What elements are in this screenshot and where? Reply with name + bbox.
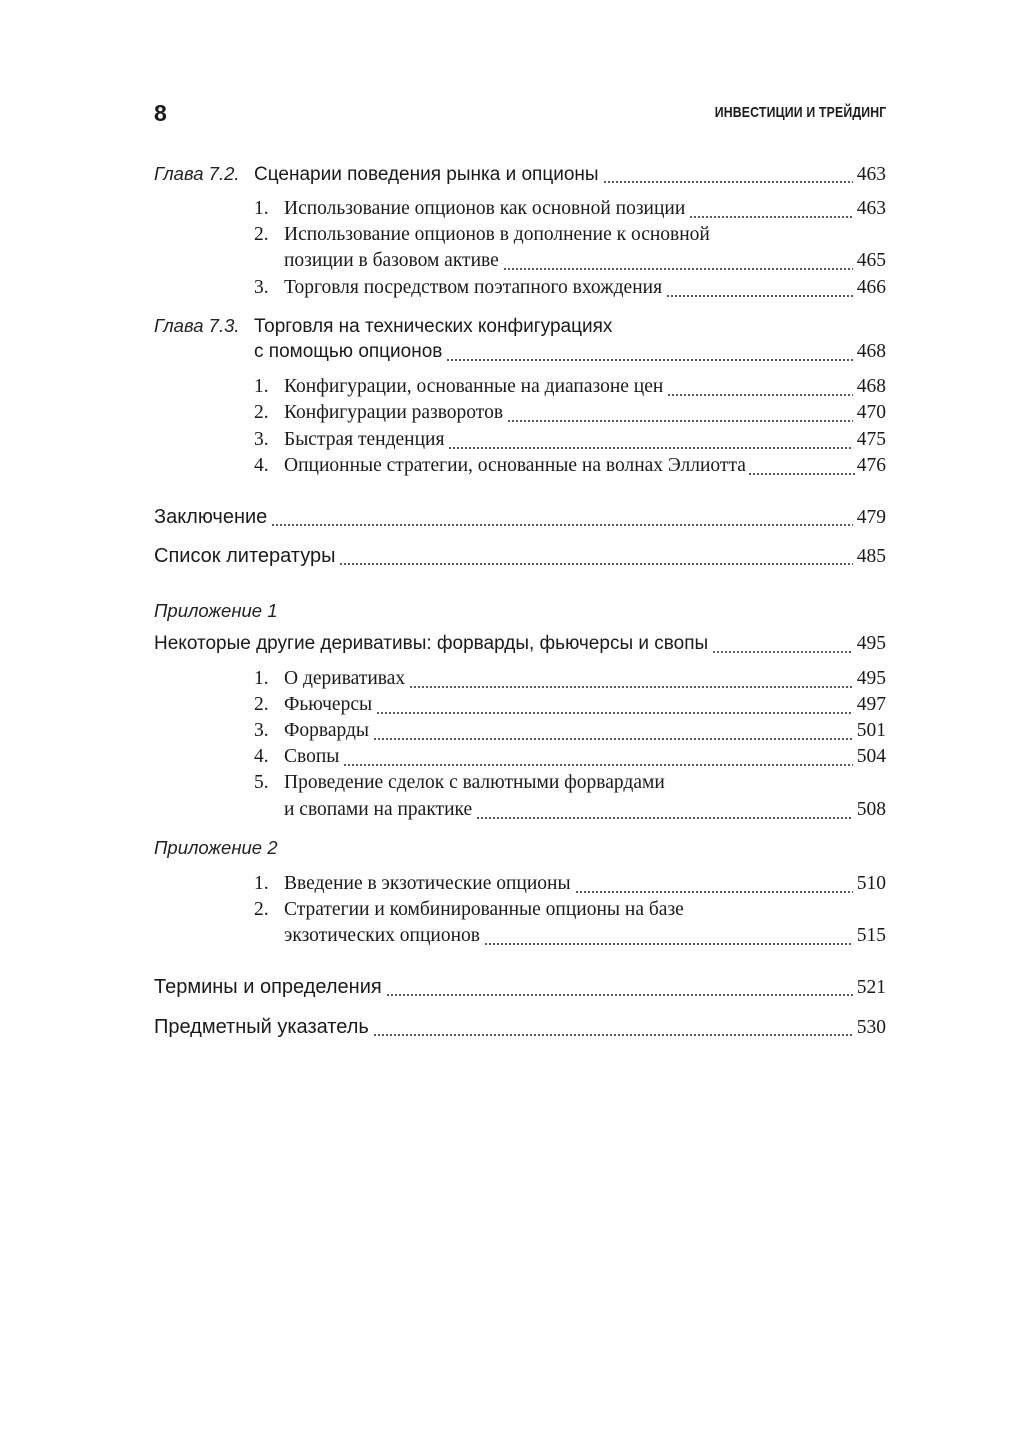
dot-leader bbox=[503, 248, 853, 274]
toc-item[interactable] bbox=[254, 427, 886, 453]
dot-leader bbox=[507, 400, 853, 426]
dot-leader bbox=[376, 692, 853, 718]
chapter-label: Глава 7.2. bbox=[154, 163, 240, 184]
item-title: Быстрая тенденция bbox=[284, 429, 445, 450]
toc-entry-appendix-1[interactable] bbox=[154, 631, 886, 657]
page-ref: 463 bbox=[856, 164, 886, 185]
item-title: Использование опционов как основной позиции bbox=[284, 198, 686, 219]
item-title: Введение в экзотические опционы bbox=[284, 873, 571, 894]
dot-leader bbox=[386, 974, 853, 1000]
dot-leader bbox=[339, 543, 852, 569]
dot-leader bbox=[712, 631, 853, 657]
entry-title: Предметный указатель bbox=[154, 1016, 369, 1038]
toc-item[interactable] bbox=[254, 453, 886, 479]
chapter-title: Сценарии поведения рынка и опционы bbox=[254, 164, 599, 185]
page-ref: 466 bbox=[856, 277, 886, 298]
toc-entry-glossary[interactable] bbox=[154, 974, 886, 1000]
page-ref: 485 bbox=[856, 546, 886, 567]
page-ref: 521 bbox=[856, 977, 886, 998]
dot-leader bbox=[446, 339, 852, 365]
page-ref: 530 bbox=[856, 1017, 886, 1038]
item-number: 1. bbox=[254, 376, 269, 397]
page-ref: 463 bbox=[856, 198, 886, 219]
page-ref: 497 bbox=[856, 694, 886, 715]
dot-leader bbox=[603, 161, 853, 187]
page-ref: 468 bbox=[856, 341, 886, 362]
item-number: 1. bbox=[254, 668, 269, 689]
book-title: ИНВЕСТИЦИИ И ТРЕЙДИНГ bbox=[714, 104, 886, 121]
page-ref: 470 bbox=[856, 402, 886, 423]
page-ref: 495 bbox=[856, 668, 886, 689]
item-title: Свопы bbox=[284, 746, 340, 767]
appendix-label: Приложение 1 bbox=[154, 600, 278, 621]
dot-leader bbox=[666, 275, 853, 301]
toc-item[interactable] bbox=[254, 871, 886, 897]
toc-item[interactable] bbox=[254, 718, 886, 744]
toc-item[interactable] bbox=[254, 400, 886, 426]
page-ref: 510 bbox=[856, 873, 886, 894]
toc-item-continuation[interactable] bbox=[284, 923, 886, 949]
toc-item[interactable] bbox=[254, 692, 886, 718]
dot-leader bbox=[373, 718, 853, 744]
item-number: 3. bbox=[254, 429, 269, 450]
toc-item[interactable] bbox=[254, 275, 886, 301]
item-number: 4. bbox=[254, 455, 269, 476]
toc-item[interactable] bbox=[254, 666, 886, 692]
item-title: Конфигурации разворотов bbox=[284, 402, 504, 423]
toc-item-continuation[interactable] bbox=[284, 248, 886, 274]
dot-leader bbox=[484, 923, 853, 949]
item-title: экзотических опционов bbox=[284, 925, 480, 946]
item-title: Опционные стратегии, основанные на волнах Эллиотта bbox=[284, 455, 746, 476]
chapter-title: Торговля на технических конфигурациях bbox=[254, 316, 613, 337]
toc-item-continuation[interactable] bbox=[284, 797, 886, 823]
item-number: 4. bbox=[254, 746, 269, 767]
dot-leader bbox=[271, 504, 852, 530]
dot-leader bbox=[448, 427, 852, 453]
item-title: Стратегии и комбинированные опционы на базе bbox=[284, 899, 684, 920]
running-head bbox=[154, 100, 886, 130]
page-ref: 479 bbox=[856, 507, 886, 528]
toc-item[interactable] bbox=[254, 374, 886, 400]
item-title: О деривативах bbox=[284, 668, 406, 689]
page-number: 8 bbox=[154, 100, 167, 126]
item-title: Конфигурации, основанные на диапазоне цен bbox=[284, 376, 664, 397]
chapter-label: Глава 7.3. bbox=[154, 315, 240, 336]
toc-entry-index[interactable] bbox=[154, 1014, 886, 1040]
page-ref: 475 bbox=[856, 429, 886, 450]
appendix-label: Приложение 2 bbox=[154, 837, 278, 858]
page-ref: 495 bbox=[856, 633, 886, 654]
chapter-title: с помощью опционов bbox=[254, 341, 443, 362]
dot-leader bbox=[476, 797, 853, 823]
toc-item[interactable] bbox=[254, 744, 886, 770]
item-number: 2. bbox=[254, 224, 269, 245]
page-ref: 515 bbox=[856, 925, 886, 946]
item-number: 2. bbox=[254, 402, 269, 423]
item-title: Торговля посредством поэтапного вхождения bbox=[284, 277, 663, 298]
toc-entry-bibliography[interactable] bbox=[154, 543, 886, 569]
dot-leader bbox=[575, 871, 853, 897]
entry-title: Список литературы bbox=[154, 545, 336, 567]
toc-item[interactable] bbox=[254, 196, 886, 222]
toc-entry-ch73[interactable] bbox=[154, 313, 886, 339]
page-ref: 508 bbox=[856, 799, 886, 820]
page-ref: 504 bbox=[856, 746, 886, 767]
item-title: Фьючерсы bbox=[284, 694, 373, 715]
toc-item[interactable] bbox=[254, 222, 886, 248]
page-ref: 465 bbox=[856, 250, 886, 271]
dot-leader bbox=[409, 666, 853, 692]
item-number: 3. bbox=[254, 277, 269, 298]
toc-entry-continuation[interactable] bbox=[254, 339, 886, 365]
entry-title: Термины и определения bbox=[154, 976, 382, 998]
item-number: 5. bbox=[254, 772, 269, 793]
page-ref: 468 bbox=[856, 376, 886, 397]
item-number: 1. bbox=[254, 873, 269, 894]
dot-leader bbox=[748, 453, 855, 479]
dot-leader bbox=[373, 1014, 853, 1040]
item-title: Использование опционов в дополнение к основной bbox=[284, 224, 710, 245]
item-number: 3. bbox=[254, 720, 269, 741]
entry-title: Заключение bbox=[154, 506, 268, 528]
toc-entry-conclusion[interactable] bbox=[154, 504, 886, 530]
toc-entry-ch72[interactable] bbox=[154, 161, 886, 187]
item-number: 1. bbox=[254, 198, 269, 219]
page-ref: 476 bbox=[856, 455, 886, 476]
item-title: Форварды bbox=[284, 720, 370, 741]
item-title: и свопами на практике bbox=[284, 799, 473, 820]
appendix-title: Некоторые другие деривативы: форварды, фьючерсы и свопы bbox=[154, 633, 709, 654]
dot-leader bbox=[667, 374, 852, 400]
toc-item[interactable] bbox=[254, 770, 886, 796]
item-title: позиции в базовом активе bbox=[284, 250, 499, 271]
dot-leader bbox=[343, 744, 852, 770]
item-number: 2. bbox=[254, 899, 269, 920]
item-number: 2. bbox=[254, 694, 269, 715]
page-ref: 501 bbox=[856, 720, 886, 741]
dot-leader bbox=[689, 196, 852, 222]
item-title: Проведение сделок с валютными форвардами bbox=[284, 772, 665, 793]
toc-item[interactable] bbox=[254, 897, 886, 923]
